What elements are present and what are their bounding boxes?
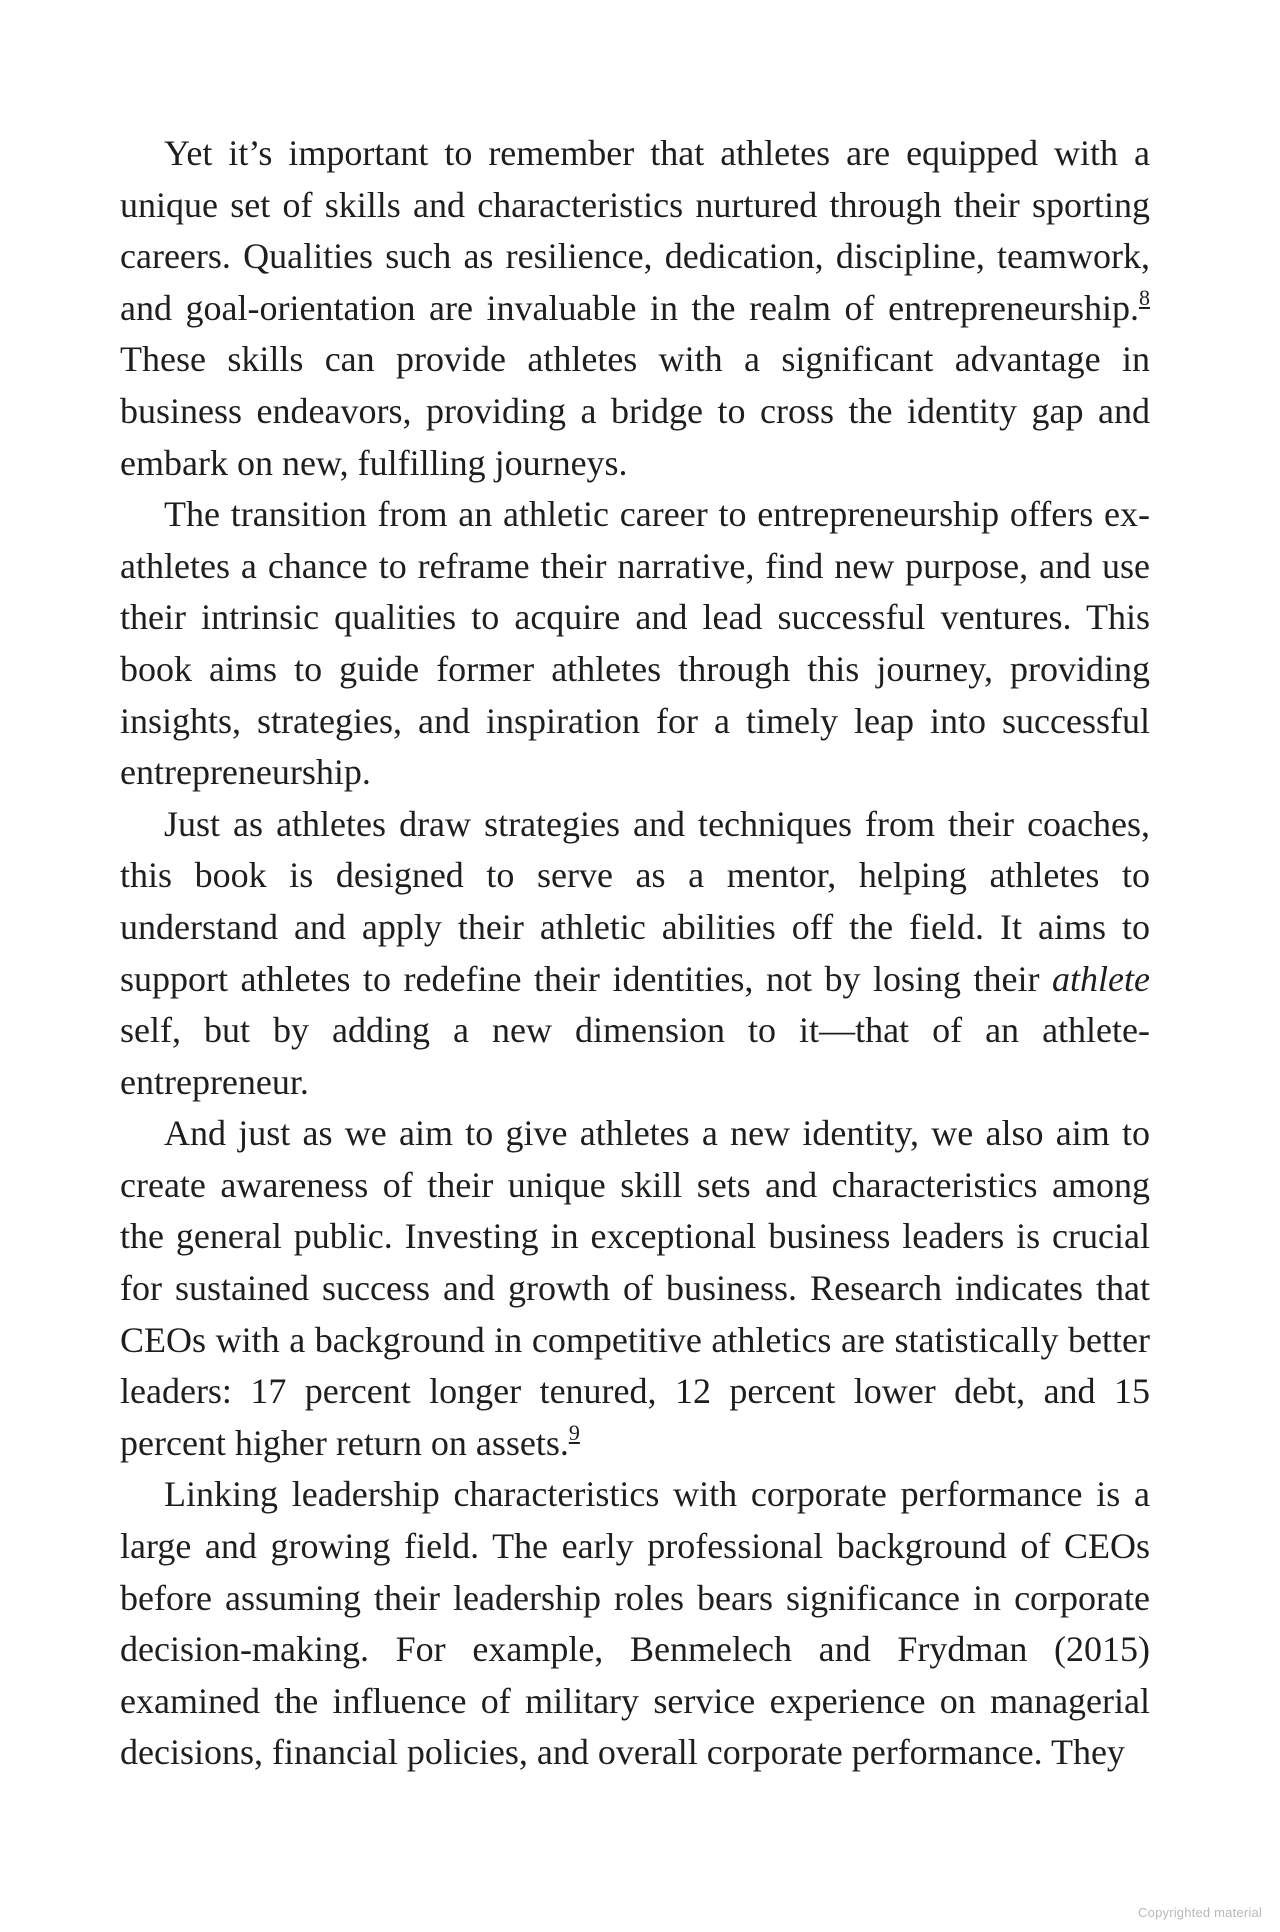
paragraph-4-text: And just as we aim to give athletes a new identity, we also aim to create awareness of their unique skill sets and characteristics among the general public. Investing in exceptional business leaders is crucial for sustained success and growth of business. Research indicates that CEOs with a background in competitive athletics are statistically better leaders: 17 percent longer tenured, 12 percent lower debt, and 15 percent higher return on assets. [120,1113,1150,1463]
footnote-ref-8[interactable]: 8 [1139,284,1150,310]
body-text [120,128,1150,1779]
emphasis-athlete: athlete [1052,958,1150,999]
paragraph-3 [120,799,1150,1109]
paragraph-1-text: Yet it’s important to remember that athletes are equipped with a unique set of skills and characteristics nurtured through their sporting careers. Qualities such as resilience, dedication, discipline, teamwork, and goal-orientation are invaluable in the realm of entrepreneurship. [120,133,1150,328]
paragraph-1 [120,128,1150,489]
paragraph-3-text-continued: self, but by adding a new dimension to it—that of an athlete-entrepreneur. [120,1010,1150,1102]
paragraph-5-text: Linking leadership characteristics with corporate performance is a large and growing field. The early professional background of CEOs before assuming their leadership roles bears significance in corporate decision-making. For example, Benmelech and Frydman (2015) examined the influence of military service experience on managerial decisions, financial policies, and overall corporate performance. They [120,1474,1150,1773]
paragraph-4 [120,1108,1150,1469]
paragraph-1-text-continued: These skills can provide athletes with a significant advantage in business endeavors, providing a bridge to cross the identity gap and embark on new, fulfilling journeys. [120,339,1150,483]
paragraph-5 [120,1469,1150,1779]
copyright-watermark: Copyrighted material [1138,1905,1262,1920]
footnote-ref-9[interactable]: 9 [568,1419,580,1445]
paragraph-2 [120,489,1150,799]
paragraph-2-text: The transition from an athletic career to entrepreneurship offers ex-athletes a chance to reframe their narrative, find new purpose, and use their intrinsic qualities to acquire and lead successful ventures. This book aims to guide former athletes through this journey, providing insights, strategies, and inspiration for a timely leap into successful entrepreneurship. [120,494,1150,793]
paragraph-3-text: Just as athletes draw strategies and techniques from their coaches, this book is designed to serve as a mentor, helping athletes to understand and apply their athletic abilities off the field. It aims to support athletes to redefine their identities, not by losing their [120,803,1150,999]
